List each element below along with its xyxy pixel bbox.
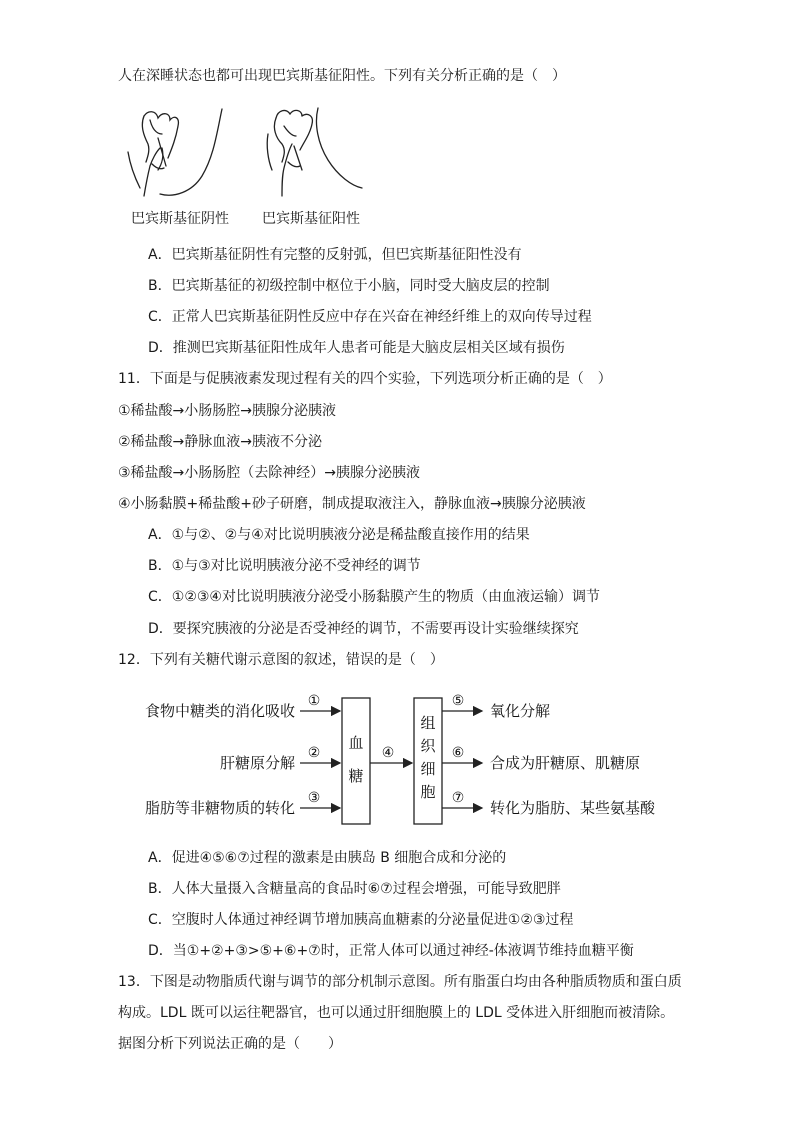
num-5: ⑤ [451, 693, 465, 709]
tissue-char-1: 组 [420, 714, 436, 732]
q12-stem: 12．下列有关糖代谢示意图的叙述，错误的是（ ） [118, 652, 444, 668]
num-1: ① [307, 693, 321, 709]
num-2: ② [307, 745, 321, 761]
foot-positive-illustration [267, 108, 362, 196]
source-label-glycogen: 肝糖原分解 [219, 754, 295, 772]
output-label-oxidation: 氧化分解 [490, 702, 551, 720]
q12-option-a: A．促进④⑤⑥⑦过程的激素是由胰岛 B 细胞合成和分泌的 [148, 850, 507, 866]
source-label-nonsugar: 脂肪等非糖物质的转化 [144, 799, 295, 817]
num-3: ③ [307, 790, 321, 806]
q13-line-1: 13．下图是动物脂质代谢与调节的部分机制示意图。所有脂蛋白均由各种脂质物质和蛋白质 [118, 974, 682, 990]
num-4: ④ [381, 745, 395, 761]
q12-option-d: D．当①+②+③>⑤+⑥+⑦时，正常人体可以通过神经-体液调节维持血糖平衡 [148, 943, 634, 959]
q13-line-3: 据图分析下列说法正确的是（ ） [118, 1036, 342, 1052]
q12-option-b: B．人体大量摄入含糖量高的食品时⑥⑦过程会增强，可能导致肥胖 [148, 881, 561, 897]
q10-intro: 人在深睡状态也都可出现巴宾斯基征阳性。下列有关分析正确的是（ ） [118, 68, 566, 84]
q11-option-d: D．要探究胰液的分泌是否受神经的调节，不需要再设计实验继续探究 [148, 621, 579, 637]
sugar-metabolism-diagram [118, 688, 678, 828]
q11-experiment-2: ②稀盐酸→静脉血液→胰液不分泌 [118, 434, 323, 450]
num-6: ⑥ [451, 745, 465, 761]
foot-illustrations [122, 104, 382, 204]
q11-experiment-1: ①稀盐酸→小肠肠腔→胰腺分泌胰液 [118, 403, 337, 419]
tissue-char-3: 细 [420, 760, 436, 778]
blood-sugar-char-1: 血 [348, 734, 364, 752]
q10-option-c: C．正常人巴宾斯基征阴性反应中存在兴奋在神经纤维上的双向传导过程 [148, 309, 592, 325]
q10-option-d: D．推测巴宾斯基征阳性成年人患者可能是大脑皮层相关区域有损伤 [148, 340, 565, 356]
output-label-glycogen: 合成为肝糖原、肌糖原 [490, 754, 641, 772]
q11-stem: 11．下面是与促胰液素发现过程有关的四个实验，下列选项分析正确的是（ ） [118, 371, 612, 387]
tissue-char-2: 织 [420, 737, 436, 755]
q11-option-b: B．①与③对比说明胰液分泌不受神经的调节 [148, 558, 421, 574]
output-label-fat: 转化为脂肪、某些氨基酸 [490, 799, 656, 817]
q11-option-c: C．①②③④对比说明胰液分泌受小肠黏膜产生的物质（由血液运输）调节 [148, 589, 600, 605]
caption-babinski-negative: 巴宾斯基征阴性 [131, 211, 229, 227]
q12-option-c: C．空腹时人体通过神经调节增加胰高血糖素的分泌量促进①②③过程 [148, 912, 574, 928]
q11-experiment-4: ④小肠黏膜+稀盐酸+砂子研磨，制成提取液注入，静脉血液→胰腺分泌胰液 [118, 496, 586, 512]
num-7: ⑦ [451, 790, 465, 806]
q10-option-b: B．巴宾斯基征的初级控制中枢位于小脑，同时受大脑皮层的控制 [148, 278, 550, 294]
tissue-char-4: 胞 [420, 783, 436, 801]
foot-negative-illustration [128, 109, 222, 196]
q11-experiment-3: ③稀盐酸→小肠肠腔（去除神经）→胰腺分泌胰液 [118, 465, 421, 481]
source-label-food: 食物中糖类的消化吸收 [144, 702, 295, 720]
q11-option-a: A．①与②、②与④对比说明胰液分泌是稀盐酸直接作用的结果 [148, 527, 530, 543]
caption-babinski-positive: 巴宾斯基征阳性 [262, 211, 360, 227]
blood-sugar-char-2: 糖 [348, 767, 364, 785]
blood-sugar-box [342, 698, 370, 824]
q13-line-2: 构成。LDL 既可以运往靶器官，也可以通过肝细胞膜上的 LDL 受体进入肝细胞而被清除。 [118, 1005, 675, 1021]
q10-option-a: A．巴宾斯基征阴性有完整的反射弧，但巴宾斯基征阳性没有 [148, 247, 522, 263]
